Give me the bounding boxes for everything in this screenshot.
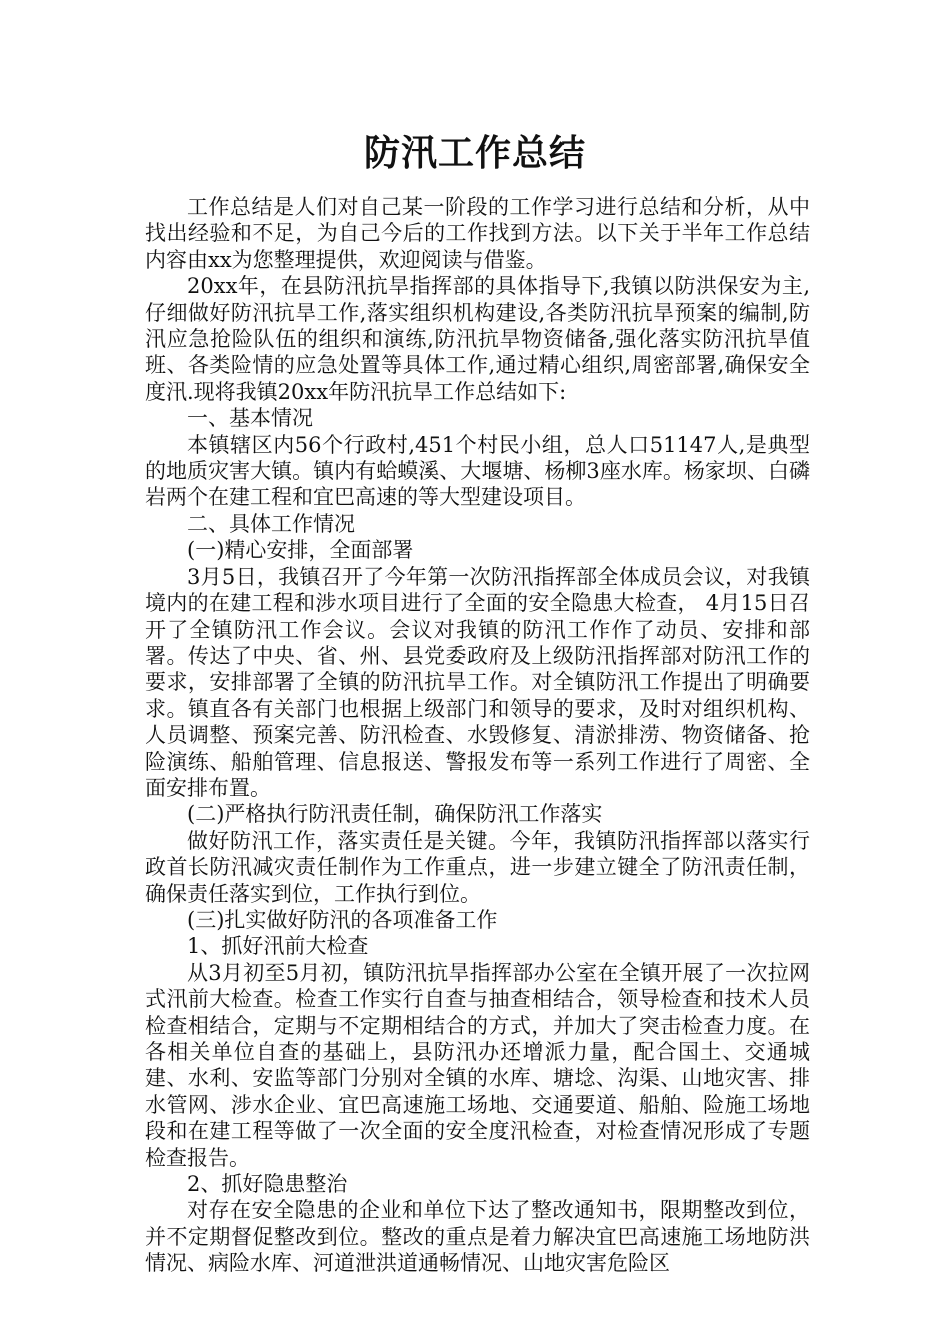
section-heading-work: 二、具体工作情况 — [187, 511, 355, 536]
paragraph-rectification: 对存在安全隐患的企业和单位下达了整改通知书，限期整改到位，并不定期督促整改到位。整改的重点是着力解决宜巴高速施工场地防洪情况、病险水库、河道泄洪道通畅情况、山地灾害危险区 — [145, 1198, 810, 1276]
subsection-heading-3: (三)扎实做好防汛的各项准备工作 — [187, 907, 498, 932]
subsection-heading-1: (一)精心安排，全面部署 — [187, 538, 414, 563]
item-heading-inspection: 1、抓好汛前大检查 — [187, 934, 369, 959]
paragraph-basic-info: 本镇辖区内56个行政村,451个村民小组，总人口51147人,是典型的地质灾害大镇。镇内有蛤蟆溪、大堰塘、杨柳3座水库。杨家坝、白磷岩两个在建工程和宜巴高速的等大型建设项目。 — [145, 432, 810, 510]
paragraph-inspection: 从3月初至5月初，镇防汛抗旱指挥部办公室在全镇开展了一次拉网式汛前大检查。检查工作实行自查与抽查相结合，领导检查和技术人员检查相结合，定期与不定期相结合的方式，并加大了突击检查力度。在各相关单位自查的基础上，县防汛办还增派力量，配合国土、交通城建、水利、安监等部门分别对全镇的水库、塘埝、沟渠、山地灾害、排水管网、涉水企业、宜巴高速施工场地、交通要道、船舶、险施工场地段和在建工程等做了一次全面的安全度汛检查，对检查情况形成了专题检查报告。 — [145, 960, 810, 1170]
section-heading-basic: 一、基本情况 — [187, 406, 313, 431]
document-body — [145, 194, 810, 1277]
paragraph-deployment: 3月5日，我镇召开了今年第一次防汛指挥部全体成员会议，对我镇境内的在建工程和涉水项目进行了全面的安全隐患大检查， 4月15日召开了全镇防汛工作会议。会议对我镇的防汛工作作了动员、安排和部署。传达了中央、省、州、县党委政府及上级防汛指挥部对防汛工作的要求，安排部署了全镇的防汛抗旱工作。对全镇防汛工作提出了明确要求。镇直各有关部门也根据上级部门和领导的要求，及时对组织机构、人员调整、预案完善、防汛检查、水毁修复、清淤排涝、物资储备、抢险演练、船舶管理、信息报送、警报发布等一系列工作进行了周密、全面安排布置。 — [145, 564, 810, 800]
subsection-heading-2: (二)严格执行防汛责任制，确保防汛工作落实 — [187, 802, 603, 827]
paragraph-intro: 工作总结是人们对自己某一阶段的工作学习进行总结和分析，从中找出经验和不足，为自己今后的工作找到方法。以下关于半年工作总结内容由xx为您整理提供，欢迎阅读与借鉴。 — [145, 195, 810, 272]
paragraph-overview: 20xx年，在县防汛抗旱指挥部的具体指导下,我镇以防洪保安为主,仔细做好防汛抗旱工作,落实组织机构建设,各类防汛抗旱预案的编制,防汛应急抢险队伍的组织和演练,防汛抗旱物资储备,强化落实防汛抗旱值班、各类险情的应急处置等具体工作,通过精心组织,周密部署,确保安全度汛.现将我镇20xx年防汛抗旱工作总结如下: — [145, 274, 810, 404]
document-title: 防汛工作总结 — [363, 133, 586, 174]
item-heading-rectification: 2、抓好隐患整治 — [187, 1172, 348, 1197]
paragraph-responsibility: 做好防汛工作，落实责任是关键。今年，我镇防汛指挥部以落实行政首长防汛减灾责任制作为工作重点，进一步建立键全了防汛责任制，确保责任落实到位，工作执行到位。 — [145, 828, 810, 906]
